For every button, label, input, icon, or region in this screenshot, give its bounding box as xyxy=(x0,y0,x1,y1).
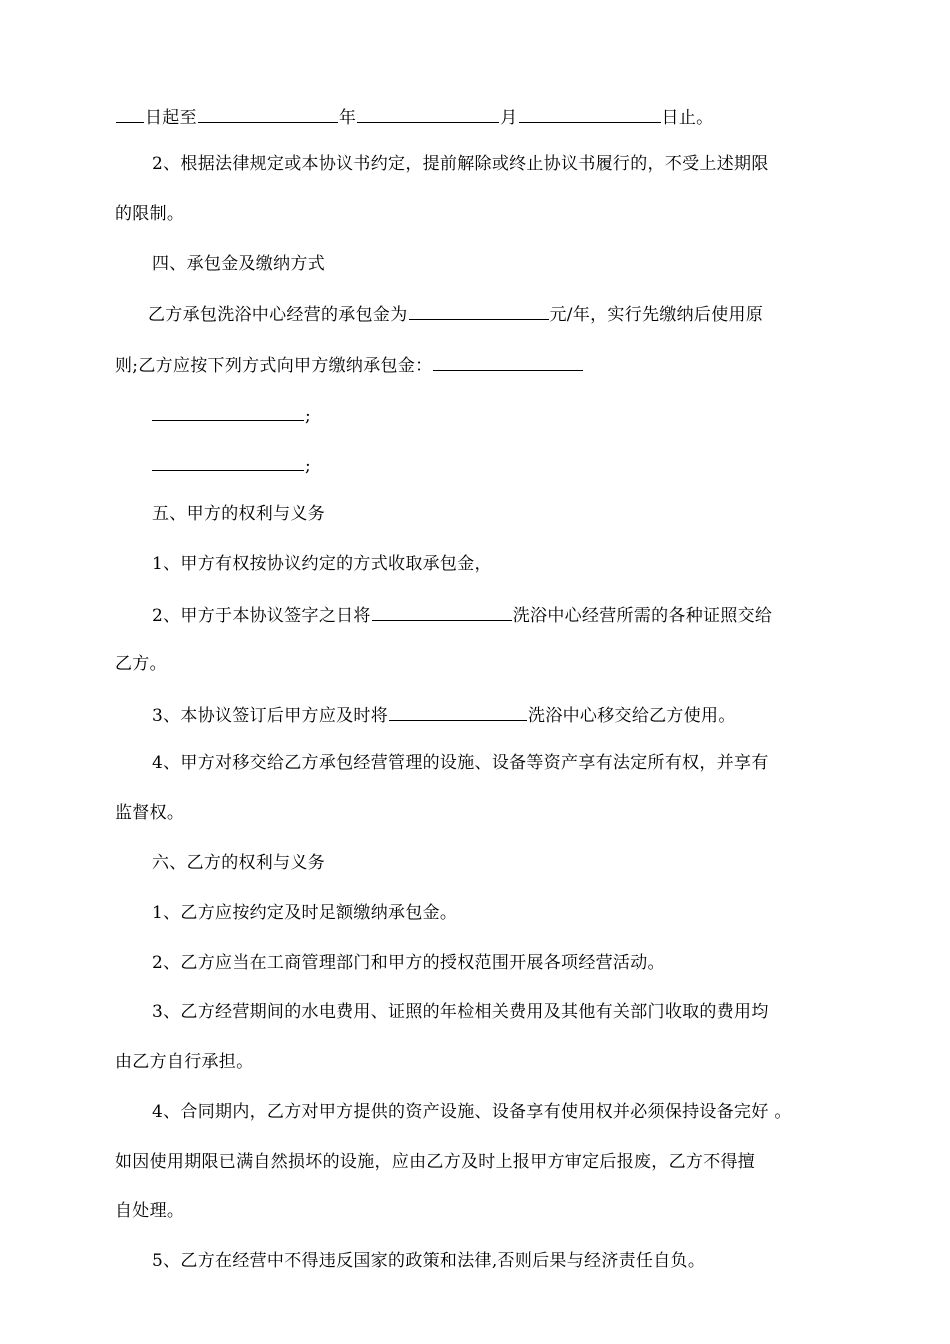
clause-fragment: 则;乙方应按下列方式向甲方缴纳承包金： xyxy=(115,356,433,376)
clause-line: 如因使用期限已满自然损坏的设施，应由乙方及时上报甲方审定后报废，乙方不得擅 xyxy=(115,1152,756,1172)
clause-line xyxy=(148,301,763,327)
term-fragment: 日起至 xyxy=(145,108,197,128)
clause-fragment: 乙方承包洗浴中心经营的承包金为 xyxy=(148,305,408,325)
blank-field xyxy=(357,104,499,123)
blank-line xyxy=(151,402,311,428)
section-heading: 四、承包金及缴纳方式 xyxy=(152,254,325,274)
clause-line: 3、乙方经营期间的水电费用、证照的年检相关费用及其他有关部门收取的费用均 xyxy=(152,1002,769,1022)
blank-field xyxy=(198,104,338,123)
clause-line: 5、乙方在经营中不得违反国家的政策和法律,否则后果与经济责任自负。 xyxy=(152,1251,706,1271)
clause-fragment: 2、甲方于本协议签字之日将 xyxy=(152,606,371,626)
clause-fragment: 元/年，实行先缴纳后使用原 xyxy=(549,305,764,325)
clause-line: 自处理。 xyxy=(115,1201,185,1221)
blank-field xyxy=(409,301,549,320)
blank-field xyxy=(389,702,527,721)
clause-line: 监督权。 xyxy=(115,803,185,823)
semicolon: ; xyxy=(305,406,312,426)
clause-fragment: 洗浴中心移交给乙方使用。 xyxy=(528,706,736,726)
clause-line xyxy=(152,702,736,728)
blank-field xyxy=(433,352,583,371)
clause-line xyxy=(115,352,584,378)
term-line xyxy=(115,104,713,130)
section-heading: 六、乙方的权利与义务 xyxy=(152,853,325,873)
blank-field xyxy=(372,602,512,621)
blank-line xyxy=(151,452,311,478)
clause-line: 1、乙方应按约定及时足额缴纳承包金。 xyxy=(152,903,458,923)
clause-fragment: 洗浴中心经营所需的各种证照交给 xyxy=(512,606,773,626)
clause-line: 2、根据法律规定或本协议书约定，提前解除或终止协议书履行的，不受上述期限 xyxy=(152,154,769,174)
blank-field xyxy=(519,104,661,123)
clause-line: 4、甲方对移交给乙方承包经营管理的设施、设备等资产享有法定所有权，并享有 xyxy=(152,753,769,773)
clause-line: 2、乙方应当在工商管理部门和甲方的授权范围开展各项经营活动。 xyxy=(152,953,665,973)
blank-field xyxy=(152,402,304,421)
clause-line: 由乙方自行承担。 xyxy=(115,1052,254,1072)
blank-field xyxy=(152,452,304,471)
clause-line: 的限制。 xyxy=(115,204,185,224)
clause-line: 4、合同期内，乙方对甲方提供的资产设施、设备享有使用权并必须保持设备完好 。 xyxy=(152,1102,792,1122)
clause-fragment: 3、本协议签订后甲方应及时将 xyxy=(152,706,389,726)
term-fragment: 月 xyxy=(500,108,518,128)
clause-line: 1、甲方有权按协议约定的方式收取承包金， xyxy=(152,554,492,574)
term-fragment: 日止。 xyxy=(661,108,714,128)
blank-field xyxy=(116,104,144,123)
section-heading: 五、甲方的权利与义务 xyxy=(152,504,325,524)
clause-line: 乙方。 xyxy=(115,654,167,674)
semicolon: ; xyxy=(305,456,312,476)
clause-line xyxy=(152,602,772,628)
term-fragment: 年 xyxy=(338,108,357,128)
